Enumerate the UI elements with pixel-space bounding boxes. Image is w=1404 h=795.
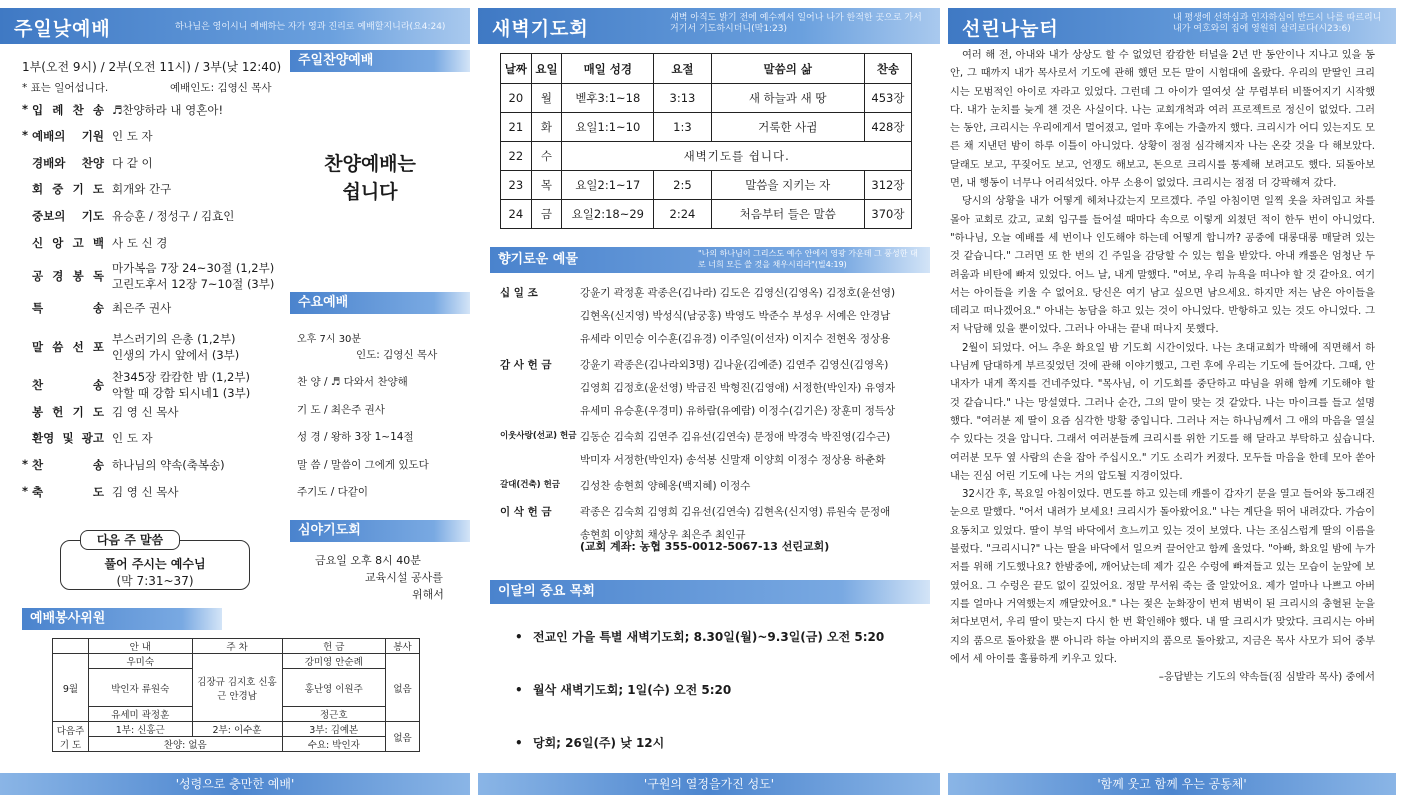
order-label: 예배의 기원	[32, 129, 104, 143]
offering-verse: "나의 하나님이 그리스도 예수 안에서 영광 가운데 그 풍성한 대로 너희 모든 쓸 것을 채우시리라"(빌4:19)	[698, 249, 918, 269]
sunday-verse: 하나님은 영이시니 예배하는 자가 영과 진리로 예배할지니라(요4:24)	[175, 22, 446, 32]
monthly-item-text: 월삭 새벽기도회; 1일(수) 오전 5:20	[533, 683, 732, 697]
standing-note: * 표는 일어섭니다.	[22, 82, 109, 94]
table-row	[53, 737, 420, 752]
order-value: ♬찬양하라 내 영혼아!	[112, 103, 224, 117]
praise-notice-line1: 찬양예배는	[324, 153, 416, 175]
order-label: 찬 송	[32, 458, 104, 472]
offering-names: 곽종은 김숙희 김영희 김유선(김연숙) 김현옥(신지영) 류원숙 문정애	[580, 506, 891, 518]
order-value: 마가복음 7장 24~30절 (1,2부)	[112, 261, 275, 275]
wednesday-leader: 인도: 김영신 목사	[356, 349, 438, 361]
order-value-2: 인생의 가시 앞에서 (3부)	[112, 348, 240, 362]
order-label: 중보의 기도	[32, 209, 104, 223]
order-label: 특 송	[32, 301, 104, 315]
order-label: 공 경 봉 독	[32, 269, 104, 283]
sunday-header	[0, 8, 470, 44]
vol-p1: 1부: 신홍근	[89, 722, 193, 737]
stand-marker: *	[22, 457, 29, 471]
order-label: 신 앙 고 백	[32, 236, 104, 250]
order-value: 다 같 이	[112, 156, 153, 170]
offering-names: 김현옥(신지영) 박성식(남궁홍) 박영도 박준수 부성우 서예은 안경남	[580, 310, 891, 322]
offering-names: 유세미 유승훈(우경미) 유하람(유예람) 이정수(김기은) 장훈미 정득상	[580, 405, 896, 417]
essay-paragraph: 여러 해 전, 아내와 내가 상상도 할 수 없었던 캄캄한 터널을 2년 반 동안이나 지나고 있을 동안, 그 때까지 내가 목사로서 기도에 관해 했던 모든 말이 시험대에 올랐다. 우리의 맏딸인 크리시는 모범적인 아이로 자라고 있었다. 그런데 그 아이가 열여섯 살 무렵부터 비뚤어지기 시작했다. 내가 눈치를 늦게 챈 것은 사실이다. 나는 교회개척과 여러 프로젝트로 정신이 없었다. 그러는 동안, 크리시는 우리에게서 멀어졌고, 얼마 후에는 가출까지 했다. 크리시가 어디 있는지도 모른 채 지낸던 밤이 하루 이틀이 아니었다. 상황이 점점 심각해지자 나는 온갖 것을 다 해보았다. 달래도 보고, 꾸짖어도 보고, 언쟁도 해보고, 돈으로 크리시를 통제해 보려고도 했다. 되돌아보면, 내 행동이 너무나 어리석었다. 아무 소용이 없었다. 크리시는 점점 더 강팍해져 갔다.	[950, 50, 1375, 190]
offering-names: 박미자 서정한(박인자) 송석봉 신말재 이양희 이정수 정상용 하춘화	[580, 454, 886, 466]
monthly-item	[515, 681, 731, 698]
offering-names: 김성찬 송현희 양혜옹(백지혜) 이정수	[580, 480, 751, 492]
wednesday-header: 수요예배	[290, 292, 470, 314]
sched-word: 처음부터 들은 말씀	[711, 200, 864, 229]
bullet-icon: •	[515, 736, 523, 750]
order-label: 말 씀 선 포	[32, 340, 104, 354]
vol-service: 없음	[386, 654, 420, 722]
essay-source: –응답받는 기도의 약속들(짐 심발라 목사) 중에서	[1158, 672, 1375, 684]
dawn-schedule-table	[500, 53, 912, 229]
sched-hymn: 453장	[864, 84, 911, 113]
offering-names: 송현희 이양희 채상우 최은주 최인규	[580, 529, 746, 541]
vol-offering-2: 홍난영 이원주	[282, 669, 386, 707]
sched-date: 23	[501, 171, 532, 200]
vol-guide-1: 우미숙	[89, 654, 193, 669]
monthly-item	[515, 734, 664, 751]
order-label: 회 중 기 도	[32, 182, 104, 196]
offering-group-label: 이웃사랑(선교) 헌금	[500, 431, 577, 441]
order-value: 김 영 신 목사	[112, 485, 179, 499]
sched-bible: 요일1:1~10	[562, 113, 654, 142]
praise-header: 주일찬양예배	[290, 50, 470, 72]
order-value-2: 고린도후서 12장 7~10절 (3부)	[112, 277, 275, 291]
stand-marker: *	[22, 128, 29, 142]
sched-day: 화	[531, 113, 562, 142]
sched-word: 말씀을 지키는 자	[711, 171, 864, 200]
sched-verse: 2:5	[654, 171, 711, 200]
offering-group-label: 이 삭 헌 금	[500, 506, 552, 518]
order-value: 사 도 신 경	[112, 236, 168, 250]
sharing-title: 선린나눔터	[962, 18, 1059, 40]
order-value: 인 도 자	[112, 431, 153, 445]
sched-hymn: 428장	[864, 113, 911, 142]
dawn-title: 새벽기도회	[492, 18, 589, 40]
wednesday-item: 찬 양 / ♬ 다와서 찬양해	[297, 376, 408, 388]
order-value: 하나님의 약속(축복송)	[112, 458, 225, 472]
offering-header	[490, 247, 930, 273]
order-label: 경배와 찬양	[32, 156, 104, 170]
offering-group-label: 감 사 헌 금	[500, 359, 552, 371]
offering-names: 김동순 김숙희 김연주 김유선(김연숙) 문정애 박경숙 박진영(김수근)	[580, 431, 891, 443]
sched-bible: 벧후3:1~18	[562, 84, 654, 113]
footer-2: '구원의 열정을가진 성도'	[478, 773, 940, 795]
volunteers-table	[52, 638, 420, 752]
monthly-item-text: 전교인 가을 특별 새벽기도회; 8.30일(월)~9.3일(금) 오전 5:20	[533, 630, 885, 644]
wednesday-time: 오후 7시 30분	[297, 334, 362, 345]
sched-verse: 2:24	[654, 200, 711, 229]
service-times: 1부(오전 9시) / 2부(오전 11시) / 3부(낮 12:40)	[22, 60, 282, 74]
order-label: 환영 및 광고	[32, 431, 104, 445]
stand-marker: *	[22, 102, 29, 116]
sched-h-date: 날짜	[501, 54, 532, 84]
sched-h-word: 말씀의 삶	[711, 54, 864, 84]
wednesday-item: 말 씀 / 말씀이 그에게 있도다	[297, 458, 429, 471]
friday-line2: 교육시설 공사를	[365, 571, 443, 584]
wednesday-item: 주기도 / 다같이	[297, 486, 369, 498]
vol-p2: 2부: 이수훈	[192, 722, 282, 737]
table-row	[501, 200, 912, 229]
essay-paragraph: 2월이 되었다. 어느 추운 화요일 밤 기도회 시간이었다. 나는 초대교회가 박해에 직면해서 하나님께 담대하게 부르짖었던 것에 관해 이야기했고, 그런 후에 우리는 기도에 들어갔다. 그때, 안내자가 내게 쪽지를 건네주었다. "목사님, 이 기도회를 중단하고 따님을 위해 함께 기도해야 할 것 같습니다." 나는 망설였다. 그러나 순간, 그의 말이 맞는 것 같았다. 나는 마이크를 들고 설명했다. "여러분 제 딸이 요즘 심각한 방황 중입니다. 그러나 저는 하나님께서 그 애의 마음을 열실 수 있다는 것을 압니다. 그래서 여러분들께 크리시를 위한 기도를 해 달라고 부탁하고 싶습니다. 여러분 모두 옆 사람의 손을 잡아 주십시오." 기도 소리가 커졌다. 모두들 마음을 한데 모아 쏟아내는 진심 어린 기도에 나는 거의 압도될 지경이었다.	[950, 342, 1375, 482]
sched-word: 새 하늘과 새 땅	[711, 84, 864, 113]
vol-header-offering: 헌 금	[282, 639, 386, 654]
sched-bible: 요일2:1~17	[562, 171, 654, 200]
vol-offering-1: 강미영 안순례	[282, 654, 386, 669]
table-row	[501, 171, 912, 200]
offering-names: 김영희 김정호(윤선영) 박금진 박형진(김영애) 서정한(박인자) 유영자	[580, 382, 896, 394]
order-value: 부스러기의 은총 (1,2부)	[112, 332, 236, 346]
table-row	[501, 54, 912, 84]
sharing-verse: 내 평생에 선하심과 인자하심이 반드시 나를 따르리니 내가 여호와의 집에 영원히 살리로다(시23:6)	[1173, 13, 1382, 34]
bullet-icon: •	[515, 630, 523, 644]
vol-parking: 김장규 김지호 신홍근 안경남	[192, 654, 282, 722]
sunday-title: 주일낮예배	[14, 18, 111, 40]
vol-praise: 찬양: 없음	[89, 737, 283, 752]
essay-paragraph: 당시의 상황을 내가 어떻게 헤쳐나갔는지 모르겠다. 주일 아침이면 일찍 옷을 차려입고 차를 몰아 교회로 갔고, 교회 입구를 들어설 때마다 속으로 이렇게 외쳤던 적이 한두 번이 아니었다. "하나님, 오늘 예배를 세 번이나 인도해야 하는데 어떻게 합니까? 공중에 대롱대롱 매달려 있는 것 같습니다." 그러면 또 한 번의 긴 주일을 감당할 수 있는 힘을 받았다. 아내 캐롤은 엄청난 두려움과 비탄에 빠져 있었다. 어느 날, 내게 말했다. "여보, 우리 뉴욕을 떠나야 할 것 같아요. 여기서는 아이들을 키울 수 없어요. 당신은 여기 남고 싶으면 남으세요. 하지만 저는 남은 아이들을 데리고 떠나겠어요." 아내는 농담을 하고 있는 것이 아니었다. 반항하고 있는 것도 아니었다. 그저 낙담해 있을 뿐이었다. 그러나 아내는 끝내 떠나지 못했다.	[950, 196, 1375, 336]
order-value: 찬345장 캄캄한 밤 (1,2부)	[112, 370, 250, 384]
sched-date: 20	[501, 84, 532, 113]
sched-word: 거룩한 사귐	[711, 113, 864, 142]
friday-line1: 금요일 오후 8시 40분	[315, 554, 421, 567]
monthly-item	[515, 628, 884, 645]
sched-day: 월	[531, 84, 562, 113]
next-week-ref: (막 7:31~37)	[116, 574, 194, 588]
friday-line3: 위해서	[412, 588, 444, 601]
table-row	[53, 639, 420, 654]
order-value-2: 악할 때 강함 되시네1 (3부)	[112, 386, 251, 400]
praise-notice	[310, 150, 430, 206]
sched-hymn: 312장	[864, 171, 911, 200]
friday-header: 심야기도회	[290, 520, 470, 542]
footer-3: '함께 웃고 함께 우는 공동체'	[948, 773, 1396, 795]
praise-notice-line2: 쉽니다	[342, 181, 398, 203]
sched-bible: 요일2:18~29	[562, 200, 654, 229]
sched-date: 24	[501, 200, 532, 229]
sched-h-bible: 매일 성경	[562, 54, 654, 84]
monthly-header: 이달의 중요 목회	[490, 580, 930, 604]
order-label: 봉 헌 기 도	[32, 405, 104, 419]
next-week-title: 풀어 주시는 예수님	[104, 557, 206, 571]
vol-header-service: 봉사	[386, 639, 420, 654]
offering-title: 향기로운 예물	[498, 252, 578, 267]
monthly-item-text: 당회; 26일(주) 낮 12시	[533, 736, 665, 750]
vol-offering-3: 정근호	[282, 707, 386, 722]
vol-month: 9월	[53, 654, 89, 722]
sched-h-verse: 요절	[654, 54, 711, 84]
table-row	[501, 142, 912, 171]
table-row	[53, 654, 420, 669]
sched-date: 21	[501, 113, 532, 142]
sched-day: 수	[531, 142, 562, 171]
offering-names: 강윤기 곽종은(김나라외3명) 김나윤(김예준) 김연주 김영신(김영옥)	[580, 359, 889, 371]
order-value: 김 영 신 목사	[112, 405, 179, 419]
vol-next-label: 다음주 기 도	[53, 722, 89, 752]
offering-names: 강윤기 곽정훈 곽종은(김나라) 김도은 김영신(김영옥) 김정호(윤선영)	[580, 287, 896, 299]
essay-paragraph: 32시간 후, 목요일 아침이었다. 면도를 하고 있는데 캐롤이 갑자기 문을 열고 들어와 동그래진 눈으로 말했다. "어서 내려가 보세요! 크리시가 돌아왔어요." 나는 계단을 뛰어 내려갔다. 가슴이 요동치고 있었다. 딸이 부엌 바닥에서 흐느끼고 있는 것이 보였다. 나는 조심스럽게 딸의 이름을 불렀다. "크리시니?" 나는 딸을 바닥에서 일으켜 끌어안고 함께 울었다. "아빠, 화요일 밤에 누가 저를 위해 기도했나요? 한밤중에, 깨어났는데 제가 깊은 수렁에 빠져들고 있는 모습이 눈앞에 보였어요. 그 수렁은 끝도 없이 깊었어요. 정말 무서워 죽는 줄 알았어요. 제가 얼마나 나쁘고 아버지를 얼마나 거역했는지 깨달았어요." 나는 젖은 눈화장이 번져 범벅이 된 크리시의 충혈된 눈을 쳐다보면서, 우리 딸이 맞는지 다시 한 번 확인해야 했다. 내 딸 크리시가 맞았다. 크리시는 아버지의 품으로 돌아왔을 뿐 아니라 하늘 아버지의 품으로 돌아왔고, 지금은 목사 사모가 되어 중부에서 세 아이를 훌륭하게 키우고 있다.	[950, 489, 1375, 665]
offering-group-label: 십 일 조	[500, 287, 538, 299]
sched-h-day: 요일	[531, 54, 562, 84]
sched-date: 22	[501, 142, 532, 171]
vol-header-guide: 안 내	[89, 639, 193, 654]
wednesday-item: 기 도 / 최은주 권사	[297, 403, 385, 416]
vol-p3: 3부: 김예본	[282, 722, 386, 737]
table-row	[501, 113, 912, 142]
vol-service2: 없음	[386, 722, 420, 752]
vol-guide-3: 유세미 곽정훈	[89, 707, 193, 722]
dawn-header	[478, 8, 940, 44]
vol-header-parking: 주 차	[192, 639, 282, 654]
table-row	[501, 84, 912, 113]
sched-day: 목	[531, 171, 562, 200]
sharing-essay	[950, 47, 1375, 687]
order-value: 인 도 자	[112, 129, 153, 143]
sched-day: 금	[531, 200, 562, 229]
order-label: 입 례 찬 송	[32, 103, 104, 117]
bullet-icon: •	[515, 683, 523, 697]
vol-guide-2: 박인자 류원숙	[89, 669, 193, 707]
offering-names: 유세라 이민승 이수훈(김유경) 이주일(이선자) 이지수 전현옥 정상용	[580, 333, 891, 345]
offering-group-label: 갈대(건축) 헌금	[500, 480, 560, 490]
order-value: 유승훈 / 정성구 / 김효인	[112, 209, 235, 223]
wednesday-item: 성 경 / 왕하 3장 1~14절	[297, 431, 414, 443]
volunteers-header: 예배봉사위원	[22, 608, 222, 630]
footer-1: '성령으로 충만한 예배'	[0, 773, 470, 795]
sched-h-hymn: 찬송	[864, 54, 911, 84]
sharing-header	[948, 8, 1396, 44]
order-label: 축 도	[32, 485, 104, 499]
sched-verse: 1:3	[654, 113, 711, 142]
sched-hymn: 370장	[864, 200, 911, 229]
sunday-leader: 예배인도: 김영신 목사	[170, 82, 272, 94]
table-row	[53, 722, 420, 737]
order-label: 찬 송	[32, 378, 104, 392]
order-value: 회개와 간구	[112, 182, 172, 196]
order-value: 최은주 권사	[112, 301, 172, 315]
sched-merged: 새벽기도를 쉽니다.	[562, 142, 912, 171]
dawn-verse: 새벽 아직도 밝기 전에 예수께서 일어나 나가 한적한 곳으로 가서 거기서 기도하시더니(막1:23)	[670, 13, 922, 34]
church-account: (교회 계좌: 농협 355-0012-5067-13 선린교회)	[580, 540, 830, 553]
sched-verse: 3:13	[654, 84, 711, 113]
stand-marker: *	[22, 484, 29, 498]
vol-wed: 수요: 박인자	[282, 737, 386, 752]
next-week-label: 다음 주 말씀	[80, 530, 180, 550]
